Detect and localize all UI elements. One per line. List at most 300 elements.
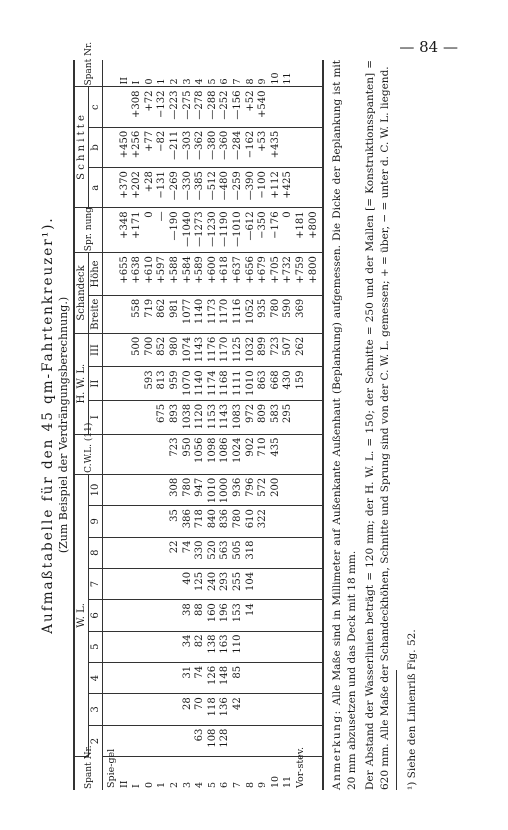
cell-hwl xyxy=(308,367,324,401)
cell-hwl: 1143 xyxy=(194,333,207,367)
cell-wl: 153 xyxy=(232,600,245,631)
header-wl: W. L. xyxy=(74,474,89,756)
cell-spant-right: 2 xyxy=(169,60,182,87)
cell-hwl: 1143 xyxy=(219,400,232,434)
cell-sprung: — xyxy=(156,208,169,253)
cell-hwl: 430 xyxy=(282,367,295,401)
cell-breite xyxy=(308,295,324,333)
cell-spant-right: 1 xyxy=(156,60,169,87)
cell-schnitt-c: +72 xyxy=(144,87,157,127)
cell-breite: 1140 xyxy=(194,295,207,333)
cell-hwl xyxy=(103,400,119,434)
cell-breite: 780 xyxy=(270,295,283,333)
cell-wl xyxy=(308,631,324,662)
cell-schnitt-c: —223 xyxy=(169,87,182,127)
cell-hwl: 1010 xyxy=(245,367,258,401)
cell-hoehe: +679 xyxy=(257,253,270,296)
cell-wl: 74 xyxy=(194,662,207,693)
footnote: ¹) Siehe den Linienriß Fig. 52. xyxy=(406,629,419,790)
cell-breite: 862 xyxy=(156,295,169,333)
cell-wl: 780 xyxy=(182,474,195,505)
header-hwl: H. W. L. xyxy=(74,333,89,434)
cell-cwl: 902 xyxy=(245,434,258,474)
cell-wl xyxy=(282,474,295,505)
cell-hwl: 1070 xyxy=(182,367,195,401)
cell-hwl xyxy=(119,367,132,401)
cell-schnitt-c: —275 xyxy=(182,87,195,127)
cell-spant xyxy=(308,756,324,790)
cell-wl xyxy=(308,725,324,756)
header-schnitt-c: c xyxy=(89,87,103,127)
header-hwl-2: III xyxy=(89,333,103,367)
cell-spant: I xyxy=(131,784,143,788)
cell-cwl: 435 xyxy=(270,434,283,474)
table-row xyxy=(219,60,232,790)
cell-wl xyxy=(169,662,182,693)
cell-schnitt-c xyxy=(119,87,132,127)
cell-hoehe: +584 xyxy=(182,253,195,296)
header-wl-3: 3 xyxy=(89,694,103,725)
cell-wl xyxy=(131,506,144,537)
header-wl-8: 8 xyxy=(89,537,103,568)
cell-wl xyxy=(144,474,157,505)
cell-wl: 1000 xyxy=(219,474,232,505)
cell-wl xyxy=(182,725,195,756)
cell-wl xyxy=(270,568,283,599)
cell-hwl xyxy=(103,333,119,367)
cell-wl: 318 xyxy=(245,537,258,568)
cell-breite: 1052 xyxy=(245,295,258,333)
table-row xyxy=(103,60,119,790)
cell-spant-right: 6 xyxy=(219,60,232,87)
cell-hwl: 1174 xyxy=(207,367,220,401)
cell-spant: Vor-stev. xyxy=(294,746,306,788)
cell-hwl: 507 xyxy=(282,333,295,367)
cell-hwl: 863 xyxy=(257,367,270,401)
cell-spant: 5 xyxy=(206,781,218,788)
cell-wl: 125 xyxy=(194,568,207,599)
cell-hoehe: +800 xyxy=(308,253,324,296)
cell-wl: 126 xyxy=(207,662,220,693)
table-row xyxy=(131,60,144,790)
cell-wl: 1010 xyxy=(207,474,220,505)
cell-cwl: 1056 xyxy=(194,434,207,474)
cell-schnitt-a: −100 xyxy=(257,168,270,208)
cell-cwl xyxy=(308,434,324,474)
cell-spant-right: 0 xyxy=(144,60,157,87)
cell-wl xyxy=(257,725,270,756)
cell-hoehe: +655 xyxy=(119,253,132,296)
cell-spant: 10 xyxy=(269,775,281,788)
cell-cwl xyxy=(295,434,308,474)
cell-cwl xyxy=(119,434,132,474)
cell-wl: 38 xyxy=(182,600,195,631)
cell-spant: 9 xyxy=(257,781,269,788)
cell-hwl: 675 xyxy=(156,400,169,434)
cell-wl xyxy=(144,537,157,568)
cell-wl: 330 xyxy=(194,537,207,568)
cell-wl xyxy=(103,506,119,537)
cell-spant: 4 xyxy=(194,781,206,788)
cell-schnitt-b: +435 xyxy=(270,127,283,167)
cell-spant: Spie-gel xyxy=(106,748,117,788)
cell-wl xyxy=(295,631,308,662)
cell-wl xyxy=(103,662,119,693)
cell-wl xyxy=(119,694,132,725)
cell-wl: 840 xyxy=(207,506,220,537)
aufmass-table xyxy=(73,41,324,790)
cell-spant-right: 7 xyxy=(232,60,245,87)
cell-wl xyxy=(245,631,258,662)
cell-wl: 610 xyxy=(245,506,258,537)
cell-schnitt-c xyxy=(308,87,324,127)
header-hwl-0: I xyxy=(89,400,103,434)
cell-wl xyxy=(169,631,182,662)
cell-hwl: 852 xyxy=(156,333,169,367)
cell-spant-right: 8 xyxy=(245,60,258,87)
cell-sprung: —1230 xyxy=(207,208,220,253)
cell-schnitt-b xyxy=(282,127,295,167)
cell-wl xyxy=(103,537,119,568)
header-schandeck-1: Höhe xyxy=(89,253,103,296)
cell-breite: 1077 xyxy=(182,295,195,333)
header-schandeck-0: Breite xyxy=(89,295,103,333)
cell-hoehe: +656 xyxy=(245,253,258,296)
cell-spant-right xyxy=(103,60,119,87)
cell-wl xyxy=(119,506,132,537)
cell-schnitt-c: —156 xyxy=(232,87,245,127)
table-row xyxy=(119,60,132,790)
cell-wl xyxy=(144,662,157,693)
note-1-text: Alle Maße sind in Millimeter auf Außenkante Außenhaut (Beplankung) aufgemessen. Die Dicke der Beplankung ist mit 20 mm abzusetzen und das Deck mit 18 mm. xyxy=(331,60,358,790)
cell-wl: 148 xyxy=(219,662,232,693)
cell-wl xyxy=(257,631,270,662)
cell-wl xyxy=(270,600,283,631)
cell-wl xyxy=(308,600,324,631)
cell-schnitt-a xyxy=(103,168,119,208)
cell-wl: 34 xyxy=(182,631,195,662)
cell-wl xyxy=(282,631,295,662)
table-row xyxy=(207,60,220,790)
cell-wl: 128 xyxy=(219,725,232,756)
cell-cwl: 950 xyxy=(182,434,195,474)
cell-wl xyxy=(131,537,144,568)
cell-breite: 981 xyxy=(169,295,182,333)
cell-schnitt-a: —390 xyxy=(245,168,258,208)
cell-breite xyxy=(119,295,132,333)
cell-schnitt-a: +112 xyxy=(270,168,283,208)
cell-sprung: —612 xyxy=(245,208,258,253)
cell-wl xyxy=(270,506,283,537)
cell-schnitt-b: +53 xyxy=(257,127,270,167)
cell-wl xyxy=(156,725,169,756)
cell-wl: 31 xyxy=(182,662,195,693)
cell-wl xyxy=(119,568,132,599)
cell-breite: 719 xyxy=(144,295,157,333)
cell-wl xyxy=(119,725,132,756)
cell-wl xyxy=(103,474,119,505)
cell-sprung: −350 xyxy=(257,208,270,253)
cell-cwl xyxy=(144,434,157,474)
cell-wl: 293 xyxy=(219,568,232,599)
cell-spant: 6 xyxy=(219,781,231,788)
cell-hwl xyxy=(119,333,132,367)
cell-wl: 22 xyxy=(169,537,182,568)
cell-schnitt-a: —259 xyxy=(232,168,245,208)
cell-wl xyxy=(295,506,308,537)
cell-schnitt-b: —362 xyxy=(194,127,207,167)
cell-cwl: 710 xyxy=(257,434,270,474)
cell-wl xyxy=(282,694,295,725)
cell-schnitt-c: —252 xyxy=(219,87,232,127)
cell-wl: 308 xyxy=(169,474,182,505)
cell-schnitt-b: —211 xyxy=(169,127,182,167)
cell-sprung: +181 xyxy=(295,208,308,253)
cell-sprung: −176 xyxy=(270,208,283,253)
footnote-rule xyxy=(396,670,397,790)
cell-schnitt-a xyxy=(308,168,324,208)
cell-wl: 947 xyxy=(194,474,207,505)
cell-wl xyxy=(156,506,169,537)
cell-hoehe: +588 xyxy=(169,253,182,296)
cell-wl xyxy=(156,474,169,505)
cell-wl xyxy=(295,662,308,693)
header-sprung: Spr. nung xyxy=(74,208,103,253)
header-wl-6: 6 xyxy=(89,600,103,631)
cell-wl xyxy=(156,537,169,568)
cell-wl: 42 xyxy=(232,694,245,725)
cell-wl: 240 xyxy=(207,568,220,599)
cell-spant: 0 xyxy=(143,781,155,788)
header-wl-4: 4 xyxy=(89,662,103,693)
cell-spant-right: 3 xyxy=(182,60,195,87)
cell-wl: 160 xyxy=(207,600,220,631)
cell-wl xyxy=(270,662,283,693)
cell-wl xyxy=(131,568,144,599)
cell-schnitt-b: +450 xyxy=(119,127,132,167)
cell-breite: 369 xyxy=(295,295,308,333)
table-row xyxy=(245,60,258,790)
cell-hoehe: +637 xyxy=(232,253,245,296)
cell-hwl: 893 xyxy=(169,400,182,434)
cell-sprung xyxy=(103,208,119,253)
cell-hwl: 1120 xyxy=(194,400,207,434)
cell-hwl: 959 xyxy=(169,367,182,401)
cell-wl: 40 xyxy=(182,568,195,599)
cell-schnitt-c xyxy=(103,87,119,127)
cell-wl xyxy=(308,537,324,568)
cell-wl xyxy=(131,694,144,725)
cell-hoehe: +732 xyxy=(282,253,295,296)
header-wl-5: 5 xyxy=(89,631,103,662)
cell-wl xyxy=(103,600,119,631)
cell-sprung: 0 xyxy=(282,208,295,253)
header-cwl: C.W.L. (11) xyxy=(74,434,103,474)
cell-cwl: 1024 xyxy=(232,434,245,474)
cell-schnitt-b xyxy=(295,127,308,167)
cell-sprung: —1040 xyxy=(182,208,195,253)
cell-hwl: 1111 xyxy=(232,367,245,401)
cell-cwl xyxy=(103,434,119,474)
cell-wl xyxy=(282,506,295,537)
cell-wl xyxy=(295,600,308,631)
cell-hwl: 972 xyxy=(245,400,258,434)
cell-hwl xyxy=(308,333,324,367)
header-wl-9: 9 xyxy=(89,506,103,537)
cell-wl: 520 xyxy=(207,537,220,568)
cell-schnitt-b: —380 xyxy=(207,127,220,167)
cell-wl: 780 xyxy=(232,506,245,537)
cell-spant: 8 xyxy=(244,781,256,788)
cell-sprung: +800 xyxy=(308,208,324,253)
cell-schnitt-a: —385 xyxy=(194,168,207,208)
cell-wl xyxy=(245,694,258,725)
cell-hoehe: +618 xyxy=(219,253,232,296)
cell-wl: 104 xyxy=(245,568,258,599)
cell-hoehe: +597 xyxy=(156,253,169,296)
cell-schnitt-a: —330 xyxy=(182,168,195,208)
header-schnitte: S c h n i t t e xyxy=(74,87,89,208)
cell-breite: 1170 xyxy=(219,295,232,333)
cell-cwl xyxy=(131,434,144,474)
cell-spant-right: 10 xyxy=(270,60,283,87)
cell-wl xyxy=(169,694,182,725)
cell-sprung: +171 xyxy=(131,208,144,253)
cell-hoehe: +600 xyxy=(207,253,220,296)
cell-hoehe: +610 xyxy=(144,253,157,296)
cell-hwl xyxy=(119,400,132,434)
cell-wl: 796 xyxy=(245,474,258,505)
header-wl-10: 10 xyxy=(89,474,103,505)
cell-hwl: 262 xyxy=(295,333,308,367)
cell-wl xyxy=(119,631,132,662)
cell-wl xyxy=(103,694,119,725)
cell-wl: 88 xyxy=(194,600,207,631)
cell-hwl: 1170 xyxy=(219,333,232,367)
cell-hwl: 1125 xyxy=(232,333,245,367)
cell-wl xyxy=(282,725,295,756)
cell-wl xyxy=(144,631,157,662)
cell-sprung: —1010 xyxy=(232,208,245,253)
cell-spant: 7 xyxy=(231,781,243,788)
cell-schnitt-b: —360 xyxy=(219,127,232,167)
cell-wl xyxy=(156,662,169,693)
cell-wl: 108 xyxy=(207,725,220,756)
cell-spant: 2 xyxy=(168,781,180,788)
cell-schnitt-b: +77 xyxy=(144,127,157,167)
cell-hwl: 668 xyxy=(270,367,283,401)
cell-spant-right: II xyxy=(119,60,132,87)
cell-wl xyxy=(282,662,295,693)
cell-schnitt-c: +308 xyxy=(131,87,144,127)
cell-wl xyxy=(308,662,324,693)
cell-wl xyxy=(119,600,132,631)
cell-sprung: +348 xyxy=(119,208,132,253)
cell-wl: 196 xyxy=(219,600,232,631)
cell-wl xyxy=(282,537,295,568)
cell-wl: 136 xyxy=(219,694,232,725)
cell-hwl: 500 xyxy=(131,333,144,367)
table-row xyxy=(295,60,308,790)
cell-wl xyxy=(282,600,295,631)
cell-schnitt-a xyxy=(295,168,308,208)
cell-hwl: 1083 xyxy=(232,400,245,434)
cell-schnitt-b xyxy=(308,127,324,167)
cell-wl: 572 xyxy=(257,474,270,505)
cell-wl xyxy=(270,537,283,568)
cell-hwl: 583 xyxy=(270,400,283,434)
cell-wl: 836 xyxy=(219,506,232,537)
cell-wl xyxy=(169,725,182,756)
cell-hoehe xyxy=(103,253,119,296)
cell-spant: 1 xyxy=(156,781,168,788)
cell-wl xyxy=(295,694,308,725)
cell-sprung: —1273 xyxy=(194,208,207,253)
cell-hoehe: +759 xyxy=(295,253,308,296)
cell-schnitt-a: −131 xyxy=(156,168,169,208)
note-label: Anmerkung: xyxy=(331,709,344,790)
cell-wl xyxy=(257,694,270,725)
cell-sprung: —1190 xyxy=(219,208,232,253)
cell-wl xyxy=(169,568,182,599)
cell-hwl: 1032 xyxy=(245,333,258,367)
header-wl-2: 2 xyxy=(89,725,103,756)
cell-schnitt-c: —288 xyxy=(207,87,220,127)
cell-hwl xyxy=(131,400,144,434)
cell-breite: 1173 xyxy=(207,295,220,333)
cell-wl xyxy=(232,725,245,756)
cell-hwl: 159 xyxy=(295,367,308,401)
cell-spant-right: I xyxy=(131,60,144,87)
cell-cwl xyxy=(282,434,295,474)
cell-hwl: 1153 xyxy=(207,400,220,434)
cell-wl xyxy=(119,537,132,568)
cell-wl xyxy=(144,568,157,599)
cell-wl xyxy=(144,694,157,725)
cell-wl xyxy=(156,600,169,631)
cell-spant: 11 xyxy=(282,775,294,788)
table-row xyxy=(194,60,207,790)
cell-hwl xyxy=(131,367,144,401)
cell-wl xyxy=(156,694,169,725)
cell-wl xyxy=(270,631,283,662)
cell-wl: 163 xyxy=(219,631,232,662)
cell-hwl xyxy=(295,400,308,434)
cell-wl: 85 xyxy=(232,662,245,693)
cell-hwl: 723 xyxy=(270,333,283,367)
cell-schnitt-a: —269 xyxy=(169,168,182,208)
cell-wl xyxy=(131,600,144,631)
note-1 xyxy=(330,60,359,790)
cell-hwl: 809 xyxy=(257,400,270,434)
header-hwl-1: II xyxy=(89,367,103,401)
cell-schnitt-a: +202 xyxy=(131,168,144,208)
page-number: — 84 — xyxy=(399,38,458,56)
cell-hwl xyxy=(103,367,119,401)
cell-schnitt-c: +540 xyxy=(257,87,270,127)
cell-hwl: 1074 xyxy=(182,333,195,367)
cell-schnitt-b: −82 xyxy=(156,127,169,167)
cell-wl xyxy=(144,506,157,537)
cell-schnitt-c: —278 xyxy=(194,87,207,127)
cell-hwl: 295 xyxy=(282,400,295,434)
cell-schnitt-b xyxy=(103,127,119,167)
table-row xyxy=(232,60,245,790)
cell-cwl xyxy=(156,434,169,474)
cell-wl: 110 xyxy=(232,631,245,662)
cell-schnitt-b: −162 xyxy=(245,127,258,167)
cell-wl xyxy=(131,725,144,756)
